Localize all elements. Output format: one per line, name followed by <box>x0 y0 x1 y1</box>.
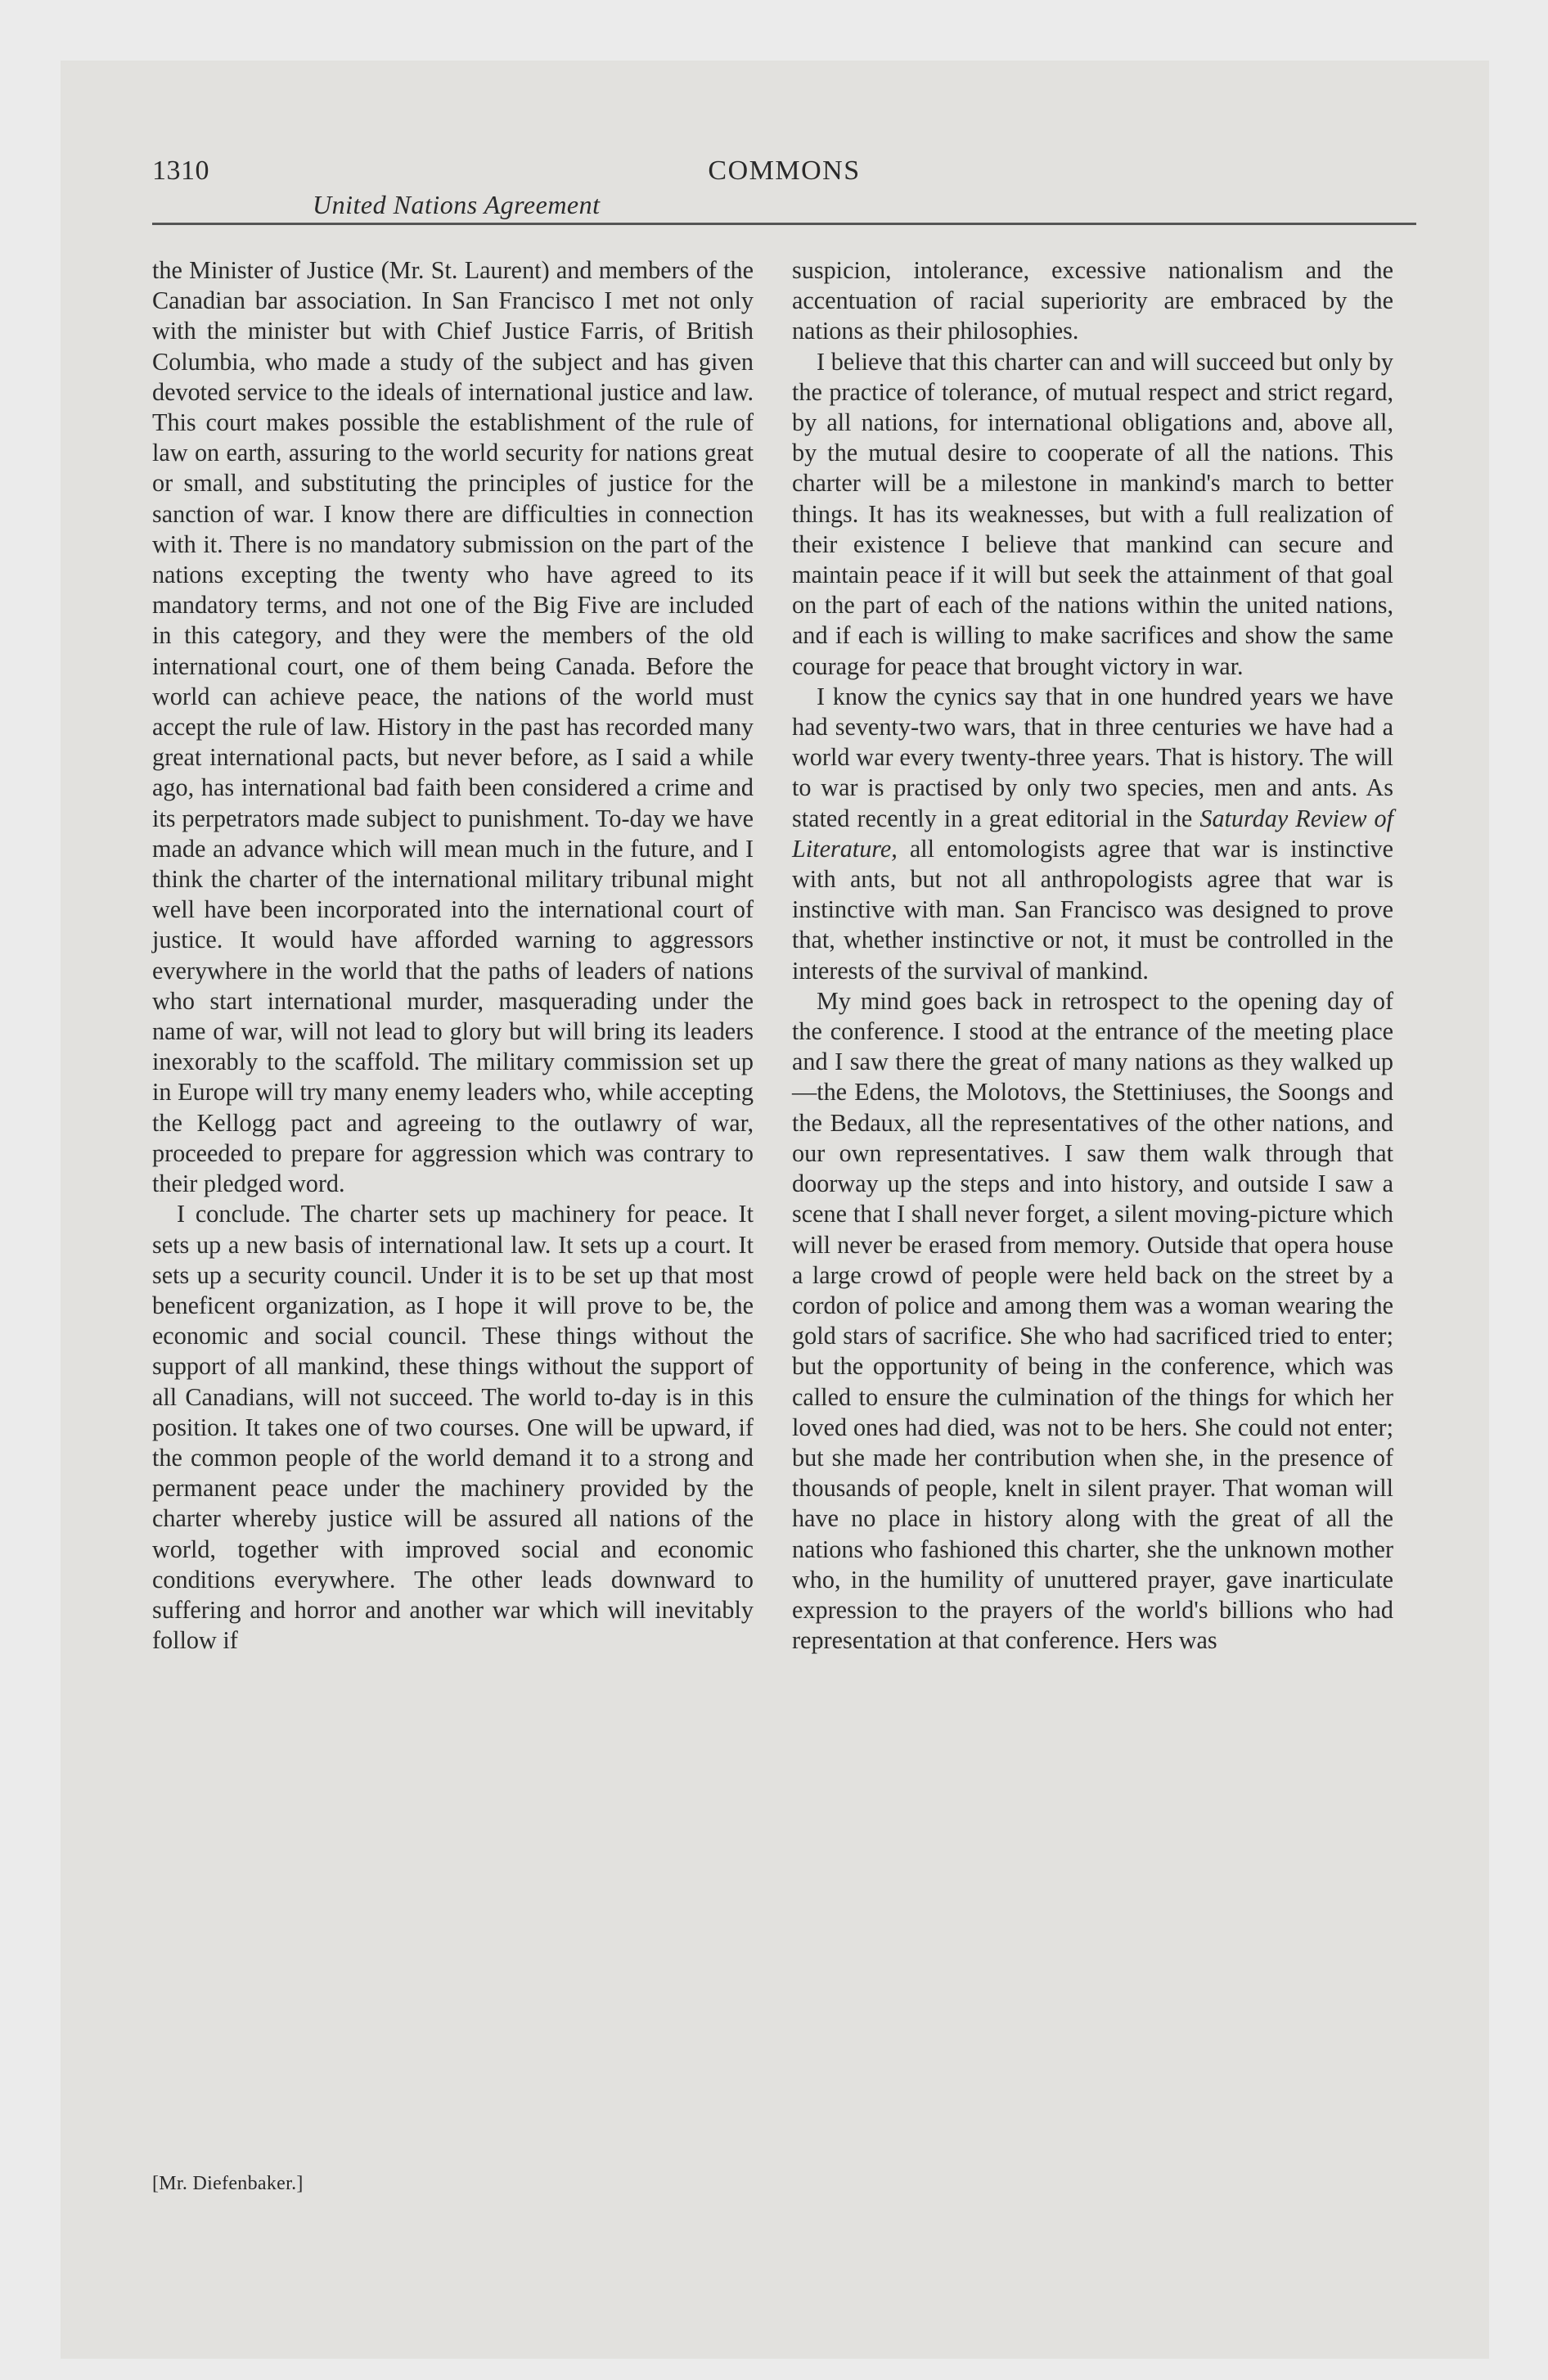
left-column <box>152 255 754 1656</box>
right-paragraph-2: I believe that this charter can and will succeed but only by the practice of tolerance, of mutual respect and strict regard, by all nations, for international obligations and, above all, by the mutual desire to cooperate of all the nations. This charter will be a milestone in mankind's march to better things. It has its weaknesses, but with a full realization of their existence I believe that mankind can secure and maintain peace if it will but seek the attainment of that goal on the part of each of the nations within the united nations, and if each is willing to make sacrifices and show the same courage for peace that brought victory in war. <box>792 347 1393 680</box>
page-number: 1310 <box>152 156 209 186</box>
running-subject: United Nations Agreement <box>313 190 601 219</box>
right-paragraph-3 <box>792 682 1393 986</box>
publication-title: Saturday Review of Literature, <box>792 804 1394 863</box>
left-paragraph-2: I conclude. The charter sets up machinery for peace. It sets up a new basis of international law. It sets up a court. It sets up a security council. Under it is to be set up that most beneficent organization, as I hope it will prove to be, the economic and social council. These things without the support of all mankind, these things without the support of all Canadians, will not succeed. The world to-day is in this position. It takes one of two courses. One will be upward, if the common people of the world demand it to a strong and permanent peace under the machinery provided by the charter whereby justice will be assured all nations of the world, together with improved social and economic conditions everywhere. The other leads downward to suffering and horror and another war which will inevitably follow if <box>152 1200 754 1655</box>
paragraph-3-text-after: all entomologists agree that war is instinctive with ants, but not all anthropologists agree that war is instinctive with man. San Francisco was designed to prove that, whether instinctive or not, it must be controlled in the interests of the survival of mankind. <box>792 834 1393 985</box>
right-paragraph-4: My mind goes back in retrospect to the opening day of the conference. I stood at the entrance of the meeting place and I saw there the great of many nations as they walked up—the Edens, the Molotovs, the Stettiniuses, the Soongs and the Bedaux, all the representatives of the other nations, and our own representatives. I saw them walk through that doorway up the steps and into history, and outside I saw a scene that I shall never forget, a silent moving-picture which will never be erased from memory. Outside that opera house a large crowd of people were held back on the street by a cordon of police and among them was a woman wearing the gold stars of sacrifice. She who had sacrificed tried to enter; but the opportunity of being in the conference, which was called to ensure the culmination of the things for which her loved ones had died, was not to be hers. She could not enter; but she made her contribution when she, in the presence of thousands of people, knelt in silent prayer. That woman will have no place in history along with the great of all the nations who fashioned this charter, she the unknown mother who, in the humility of unuttered prayer, gave inarticulate expression to the prayers of the world's billions who had representation at that conference. Hers was <box>792 986 1393 1655</box>
right-paragraph-1: suspicion, intolerance, excessive nationalism and the accentuation of racial superiority are embraced by the nations as their philosophies. <box>792 256 1393 345</box>
header-rule <box>152 223 1416 225</box>
journal-title: COMMONS <box>708 156 861 186</box>
right-column <box>792 255 1393 1656</box>
paragraph-3-text-before: I know the cynics say that in one hundred years we have had seventy-two wars, that in three centuries we have had a world war every twenty-three years. That is history. The will to war is practised by only two species, men and ants. As stated recently in a great editorial in the <box>792 682 1393 832</box>
speaker-attribution: [Mr. Diefenbaker.] <box>152 2173 304 2194</box>
page-header <box>152 147 1416 246</box>
left-paragraph-1: the Minister of Justice (Mr. St. Laurent) and members of the Canadian bar association. In San Francisco I met not only with the minister but with Chief Justice Farris, of British Columbia, who made a study of the subject and has given devoted service to the ideals of international justice and law. This court makes possible the establishment of the rule of law on earth, assuring to the world security for nations great or small, and substituting the principles of justice for the sanction of war. I know there are difficulties in connection with it. There is no mandatory submission on the part of the nations excepting the twenty who have agreed to its mandatory terms, and not one of the Big Five are included in this category, and they were the members of the old international court, one of them being Canada. Before the world can achieve peace, the nations of the world must accept the rule of law. History in the past has recorded many great international pacts, but never before, as I said a while ago, has international bad faith been considered a crime and its perpetrators made subject to punishment. To-day we have made an advance which will mean much in the future, and I think the charter of the international military tribunal might well have been incorporated into the international court of justice. It would have afforded warning to aggressors everywhere in the world that the paths of leaders of nations who start international murder, masquerading under the name of war, will not lead to glory but will bring its leaders inexorably to the scaffold. The military commission set up in Europe will try many enemy leaders who, while accepting the Kellogg pact and agreeing to the outlawry of war, proceeded to prepare for aggression which was contrary to their pledged word. <box>152 256 754 1198</box>
